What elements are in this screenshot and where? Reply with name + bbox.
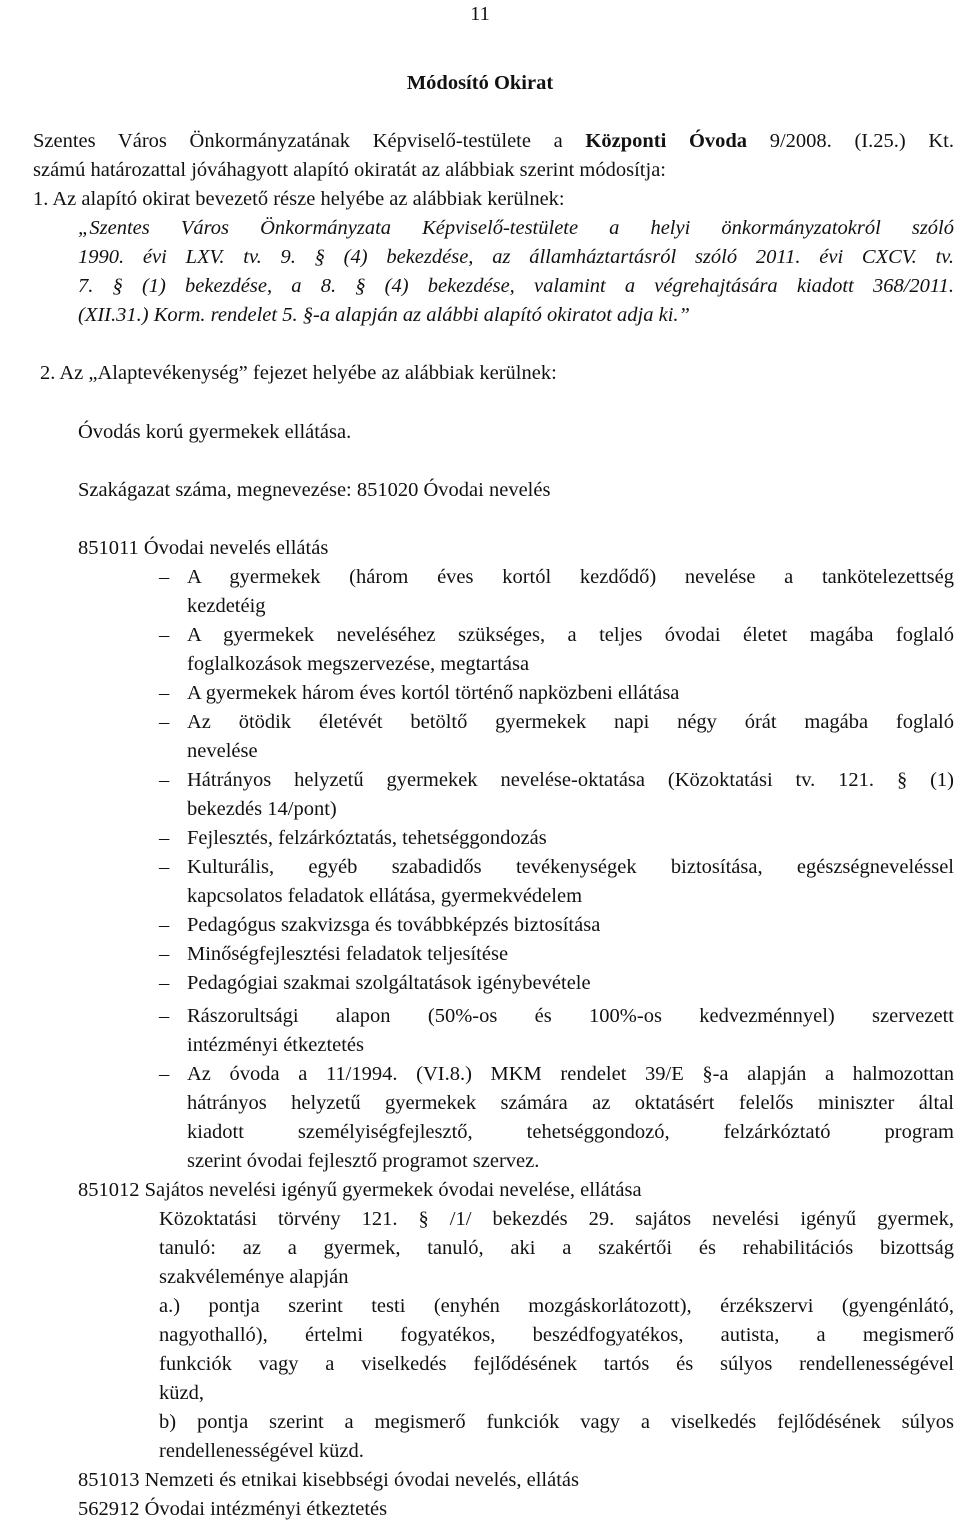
intro-paragraph: [33, 127, 954, 185]
dash-item-text: Rászorultsági alapon (50%-os és 100%-os kedvezménnyel) szervezett: [187, 1005, 954, 1027]
dash-item-text: Hátrányos helyzetű gyermekek nevelése-oktatása (Közoktatási tv. 121. § (1): [187, 769, 954, 791]
dash-bullet: –: [159, 566, 170, 588]
intro-line-2: számú határozattal jóváhagyott alapító okiratát az alábbiak szerint módosítja:: [33, 159, 666, 181]
dash-item-text: nevelése: [187, 740, 258, 762]
code-562912-label: 562912 Óvodai intézményi étkeztetés: [78, 1498, 388, 1520]
dash-item-text: Az ötödik életévét betöltő gyermekek napi négy órát magába foglaló: [187, 711, 954, 733]
dash-bullet: –: [159, 943, 170, 965]
description-line: b) pontja szerint a megismerő funkciók vagy a viselkedés fejlődésének súlyos: [159, 1411, 954, 1433]
description-line: tanuló: az a gyermek, tanuló, aki a szakértői és rehabilitációs bizottság: [159, 1237, 954, 1259]
dash-item-text: kiadott személyiségfejlesztő, tehetséggondozó, felzárkóztató program: [187, 1121, 954, 1143]
item-1-heading: 1. Az alapító okirat bevezető része helyébe az alábbiak kerülnek:: [33, 188, 565, 210]
dash-item-text: A gyermekek neveléséhez szükséges, a teljes óvodai életet magába foglaló: [187, 624, 954, 646]
institution-name: Központi Óvoda: [585, 130, 748, 152]
intro-line-1-end: 9/2008. (I.25.) Kt.: [747, 130, 954, 152]
dash-item-text: foglalkozások megszervezése, megtartása: [187, 653, 530, 675]
dash-item-text: A gyermekek három éves kortól történő napközbeni ellátása: [187, 682, 680, 704]
dash-item-text: bekezdés 14/pont): [187, 798, 337, 820]
activity-line: Óvodás korú gyermekek ellátása.: [78, 421, 352, 443]
quote-line: „Szentes Város Önkormányzata Képviselő-testülete a helyi önkormányzatokról szóló: [78, 217, 954, 239]
dash-item-text: kezdetéig: [187, 595, 266, 617]
dash-bullet: –: [159, 914, 170, 936]
dash-item-text: Az óvoda a 11/1994. (VI.8.) MKM rendelet 39/E §-a alapján a halmozottan: [187, 1063, 954, 1085]
dash-item-text: A gyermekek (három éves kortól kezdődő) nevelése a tankötelezettség: [187, 566, 954, 588]
document-title: Módosító Okirat: [406, 72, 554, 94]
code-851011-label: 851011 Óvodai nevelés ellátás: [78, 537, 329, 559]
page-number: 11: [470, 3, 490, 25]
code-851012-label: 851012 Sajátos nevelési igényű gyermekek óvodai nevelése, ellátása: [78, 1179, 642, 1201]
intro-line-1: [33, 127, 954, 156]
quote-line: 1990. évi LXV. tv. 9. § (4) bekezdése, az államháztartásról szóló 2011. évi CXCV. tv.: [78, 246, 954, 268]
description-line: a.) pontja szerint testi (enyhén mozgáskorlátozott), érzékszervi (gyengénlátó,: [159, 1295, 954, 1317]
quote-line: (XII.31.) Korm. rendelet 5. §-a alapján az alábbi alapító okiratot adja ki.”: [78, 304, 690, 326]
quote-line: 7. § (1) bekezdése, a 8. § (4) bekezdése, valamint a végrehajtására kiadott 368/2011.: [78, 275, 954, 297]
dash-bullet: –: [159, 827, 170, 849]
description-line: rendellenességével küzd.: [159, 1440, 364, 1462]
item-1-quote: [78, 214, 954, 330]
dash-item-text: szerint óvodai fejlesztő programot szervez.: [187, 1150, 540, 1172]
dash-item-text: Pedagógiai szakmai szolgáltatások igénybevétele: [187, 972, 591, 994]
dash-bullet: –: [159, 1063, 170, 1085]
dash-item-text: hátrányos helyzetű gyermekek számára az oktatásért felelős miniszter által: [187, 1092, 954, 1114]
dash-item-text: Pedagógus szakvizsga és továbbképzés biztosítása: [187, 914, 601, 936]
dash-item-text: Fejlesztés, felzárkóztatás, tehetséggondozás: [187, 827, 547, 849]
item-2-heading: 2. Az „Alaptevékenység” fejezet helyébe az alábbiak kerülnek:: [40, 362, 557, 384]
dash-bullet: –: [159, 972, 170, 994]
dash-bullet: –: [159, 856, 170, 878]
dash-bullet: –: [159, 682, 170, 704]
dash-bullet: –: [159, 624, 170, 646]
description-line: szakvéleménye alapján: [159, 1266, 349, 1288]
code-851012-description: [159, 1205, 954, 1466]
dash-bullet: –: [159, 711, 170, 733]
dash-item-text: kapcsolatos feladatok ellátása, gyermekvédelem: [187, 885, 583, 907]
description-line: Közoktatási törvény 121. § /1/ bekezdés 29. sajátos nevelési igényű gyermek,: [159, 1208, 954, 1230]
dash-item-text: intézményi étkeztetés: [187, 1034, 365, 1056]
intro-line-1-start: Szentes Város Önkormányzatának Képviselő-testülete a: [33, 130, 586, 152]
dash-bullet: –: [159, 1005, 170, 1027]
code-851013-label: 851013 Nemzeti és etnikai kisebbségi óvodai nevelés, ellátás: [78, 1469, 579, 1491]
description-line: nagyothalló), értelmi fogyatékos, beszédfogyatékos, autista, a megismerő: [159, 1324, 954, 1346]
dash-item-text: Minőségfejlesztési feladatok teljesítése: [187, 943, 509, 965]
dash-bullet: –: [159, 769, 170, 791]
description-line: küzd,: [159, 1382, 204, 1404]
sector-line: Szakágazat száma, megnevezése: 851020 Óvodai nevelés: [78, 479, 551, 501]
dash-item-text: Kulturális, egyéb szabadidős tevékenységek biztosítása, egészségneveléssel: [187, 856, 954, 878]
description-line: funkciók vagy a viselkedés fejlődésének tartós és súlyos rendellenességével: [159, 1353, 954, 1375]
